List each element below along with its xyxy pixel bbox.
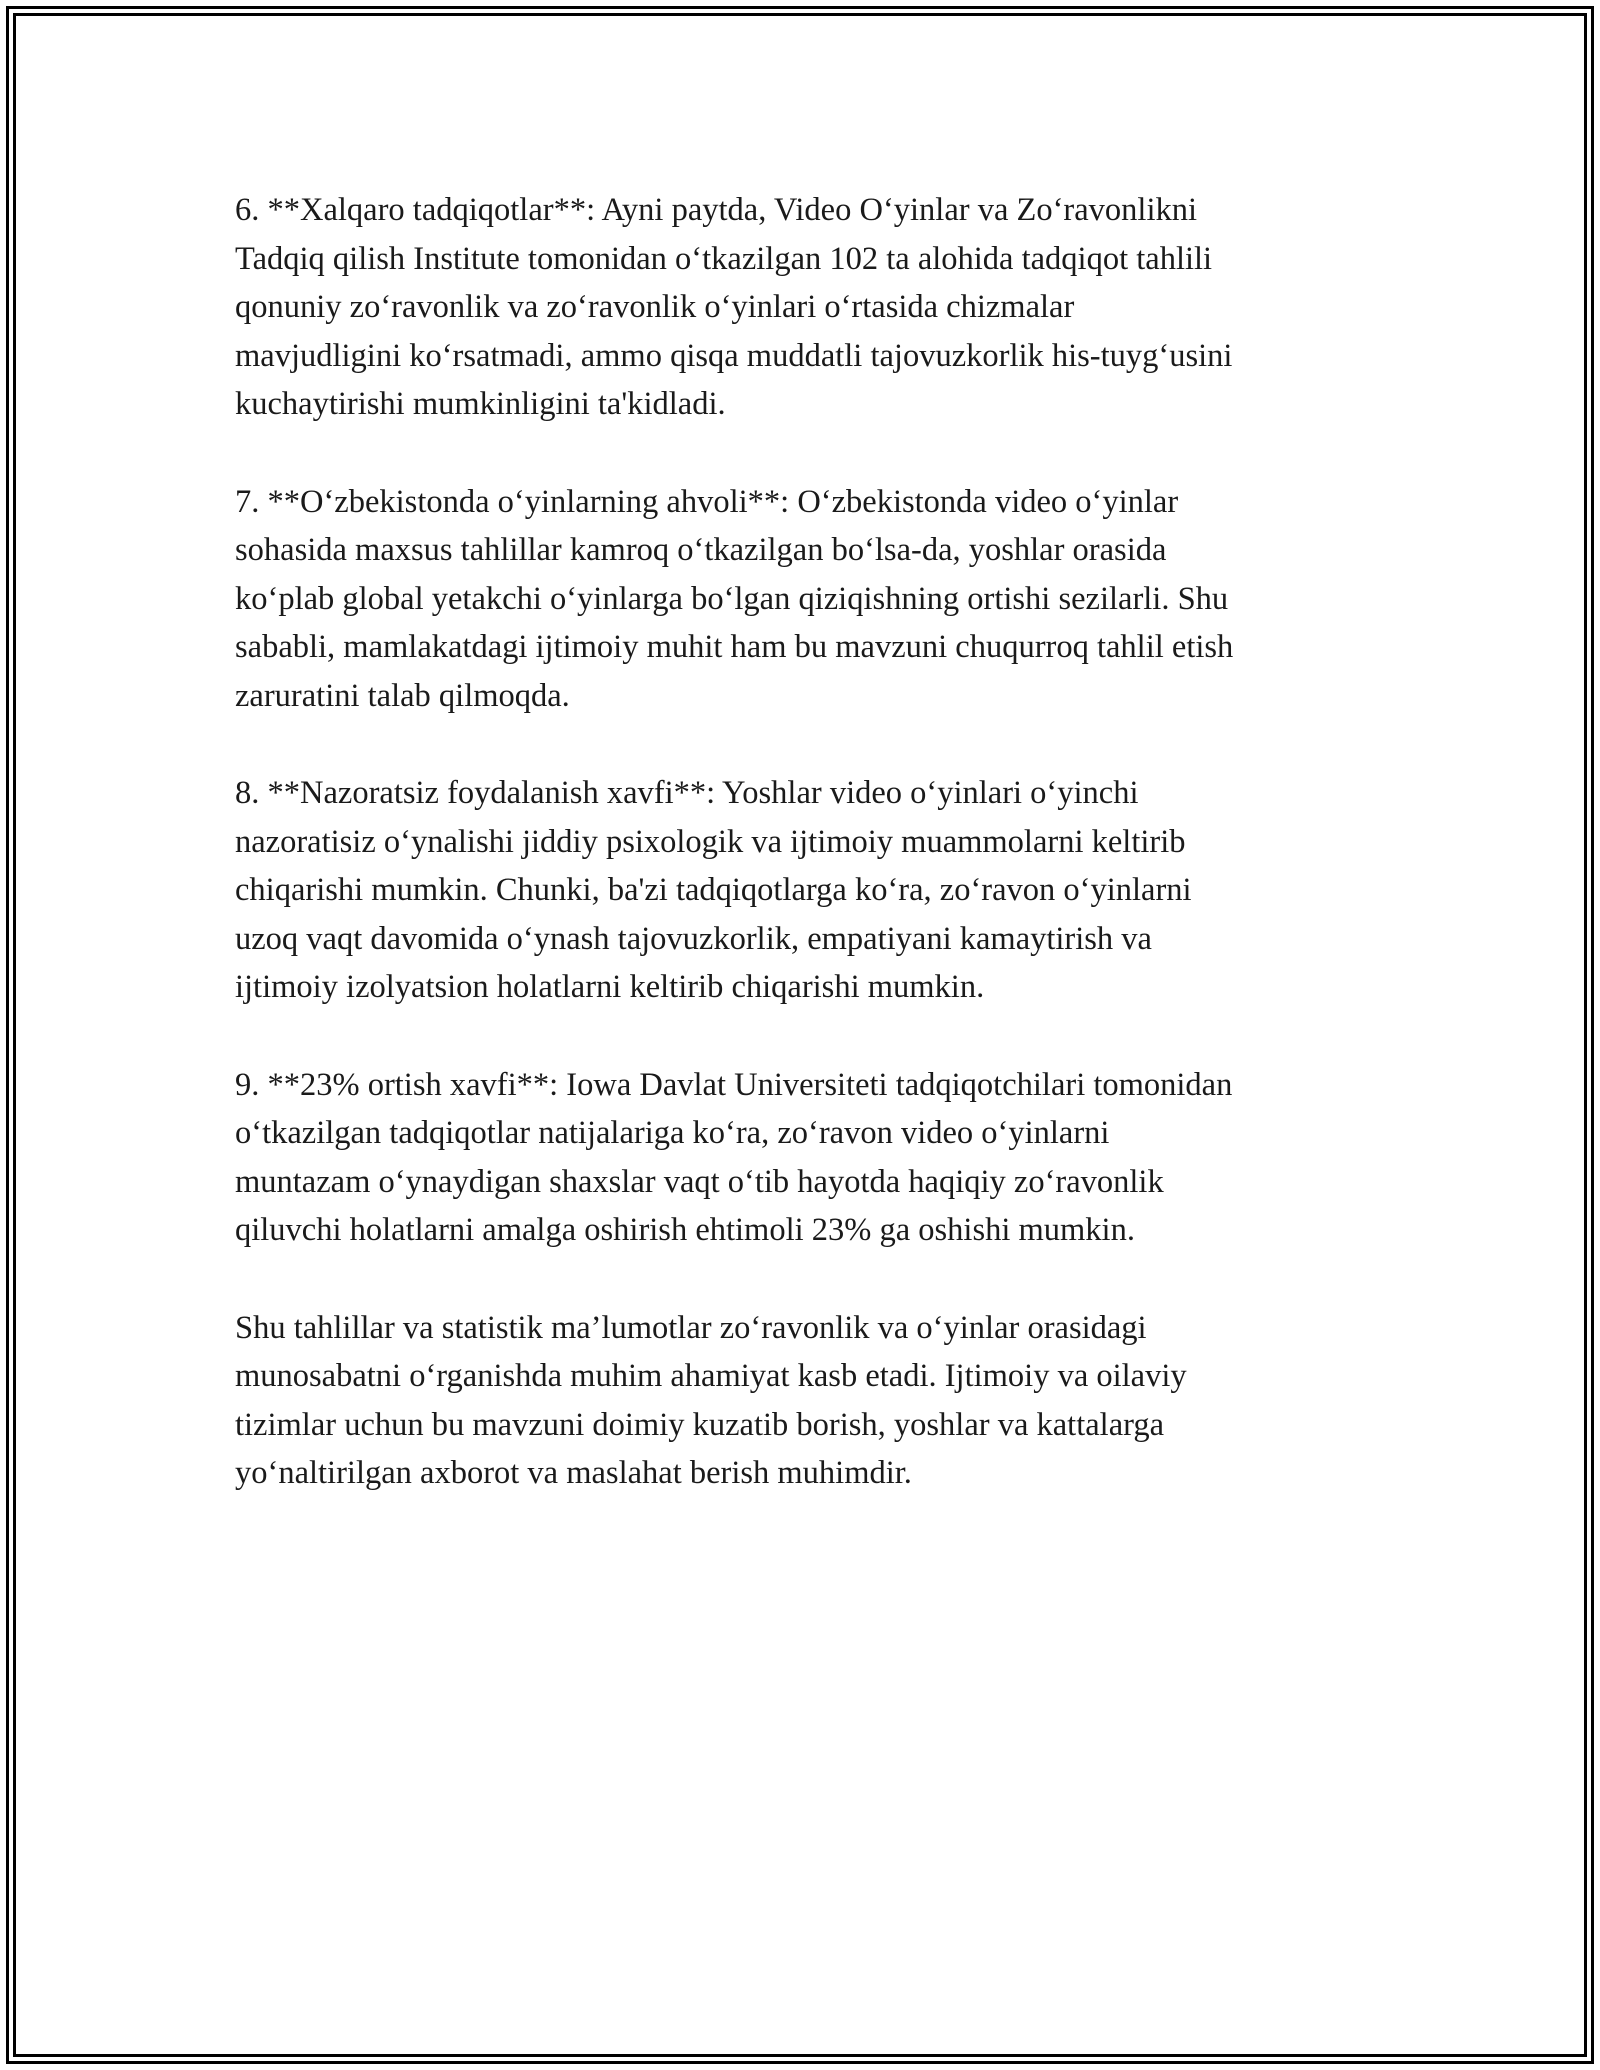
text-line: qonuniy zo‘ravonlik va zo‘ravonlik o‘yinlari o‘rtasida chizmalar	[235, 289, 1075, 325]
text-line: sohasida maxsus tahlillar kamroq o‘tkazilgan bo‘lsa-da, yoshlar orasida	[235, 532, 1167, 568]
text-line: 7. **O‘zbekistonda o‘yinlarning ahvoli**: O‘zbekistonda video o‘yinlar	[235, 483, 1179, 520]
text-line: muntazam o‘ynaydigan shaxslar vaqt o‘tib hayotda haqiqiy zo‘ravonlik	[235, 1163, 1164, 1200]
text-line: sababli, mamlakatdagi ijtimoiy muhit ham bu mavzuni chuqurroq tahlil etish	[235, 629, 1234, 665]
text-line: mavjudligini ko‘rsatmadi, ammo qisqa muddatli tajovuzkorlik his-tuyg‘usini	[235, 337, 1233, 374]
text-line: Tadqiq qilish Institute tomonidan o‘tkazilgan 102 ta alohida tadqiqot tahlili	[235, 240, 1213, 277]
paragraph-23-percent-risk	[235, 1061, 1375, 1255]
text-line: qiluvchi holatlarni amalga oshirish ehtimoli 23% ga oshishi mumkin.	[235, 1212, 1135, 1248]
text-line: o‘tkazilgan tadqiqotlar natijalariga ko‘ra, zo‘ravon video o‘yinlarni	[235, 1115, 1110, 1151]
text-line: ijtimoiy izolyatsion holatlarni keltirib chiqarishi mumkin.	[235, 969, 985, 1005]
paragraph-conclusion	[235, 1304, 1375, 1498]
text-line: zaruratini talab qilmoqda.	[235, 677, 570, 714]
paragraph-unsupervised-use-risk	[235, 769, 1375, 1012]
text-line: Shu tahlillar va statistik ma’lumotlar zo‘ravonlik va o‘yinlar orasidagi	[235, 1309, 1147, 1346]
text-line: uzoq vaqt davomida o‘ynash tajovuzkorlik, empatiyani kamaytirish va	[235, 920, 1152, 957]
text-line: 9. **23% ortish xavfi**: Iowa Davlat Universiteti tadqiqotchilari tomonidan	[235, 1066, 1233, 1103]
text-line: yo‘naltirilgan axborot va maslahat berish muhimdir.	[235, 1455, 912, 1491]
text-line: chiqarishi mumkin. Chunki, ba'zi tadqiqotlarga ko‘ra, zo‘ravon o‘yinlarni	[235, 872, 1192, 908]
paragraph-international-studies	[235, 186, 1375, 429]
text-line: munosabatni o‘rganishda muhim ahamiyat kasb etadi. Ijtimoiy va oilaviy	[235, 1358, 1187, 1394]
text-line: 6. **Xalqaro tadqiqotlar**: Ayni paytda, Video O‘yinlar va Zo‘ravonlikni	[235, 192, 1198, 228]
text-line: nazoratisiz o‘ynalishi jiddiy psixologik va ijtimoiy muammolarni keltirib	[235, 823, 1186, 860]
text-line: kuchaytirishi mumkinligini ta'kidladi.	[235, 386, 726, 422]
document-body	[235, 186, 1375, 1547]
paragraph-uzbekistan-games	[235, 478, 1375, 721]
text-line: tizimlar uchun bu mavzuni doimiy kuzatib borish, yoshlar va kattalarga	[235, 1406, 1165, 1443]
text-line: ko‘plab global yetakchi o‘yinlarga bo‘lgan qiziqishning ortishi sezilarli. Shu	[235, 580, 1229, 617]
text-line: 8. **Nazoratsiz foydalanish xavfi**: Yoshlar video o‘yinlari o‘yinchi	[235, 775, 1139, 811]
